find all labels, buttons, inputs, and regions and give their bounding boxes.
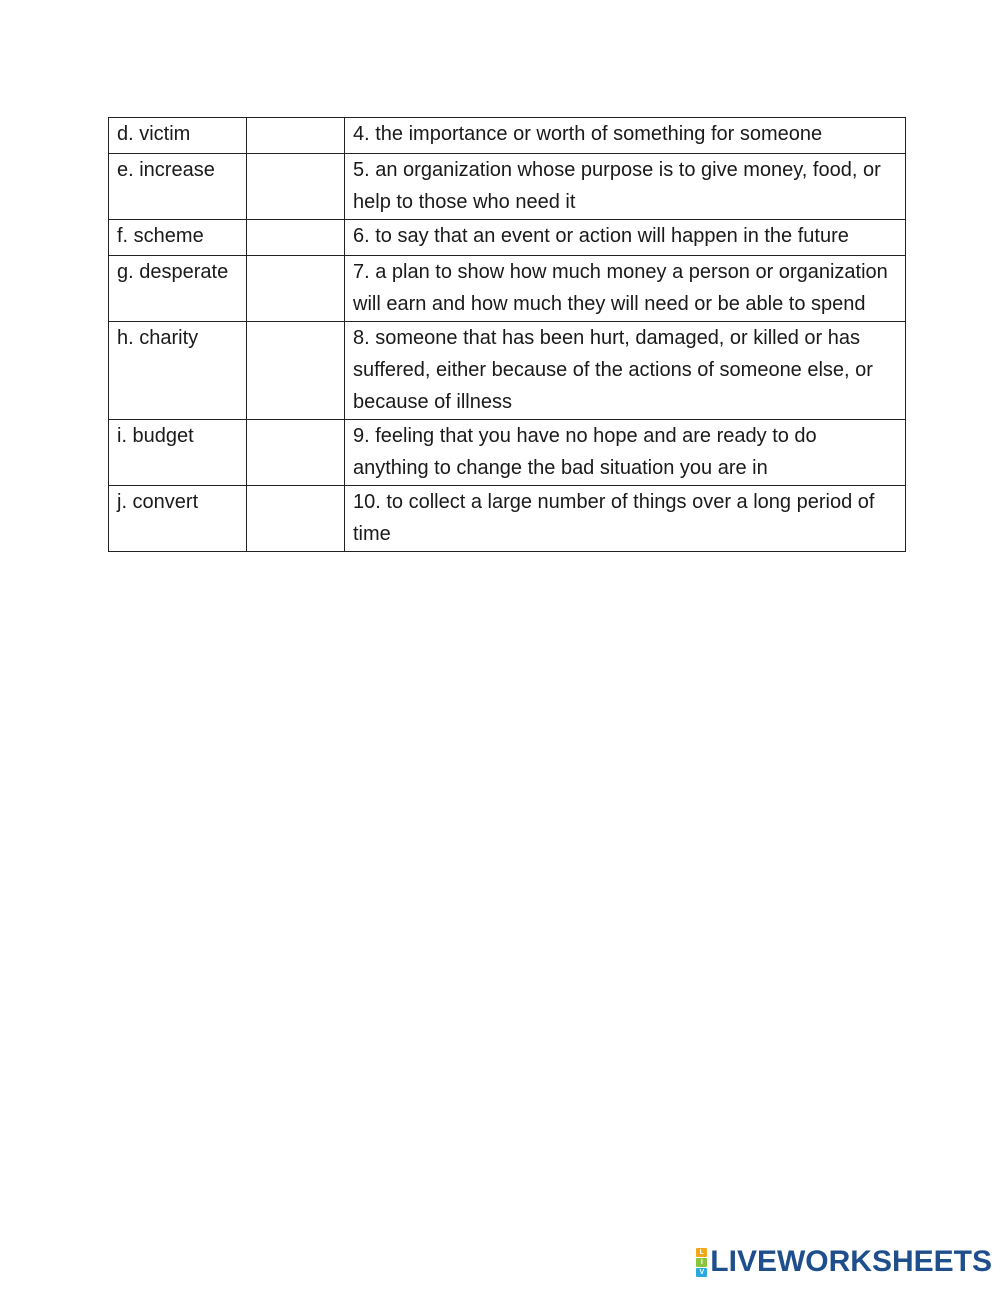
- liveworksheets-brand: [696, 1247, 992, 1277]
- answer-input[interactable]: [255, 420, 340, 454]
- word-cell: j. convert: [109, 486, 247, 552]
- vocabulary-matching-table: [108, 117, 906, 552]
- brand-name: LIVEWORKSHEETS: [710, 1245, 992, 1278]
- word-cell: g. desperate: [109, 256, 247, 322]
- logo-letter-v: V: [696, 1268, 707, 1277]
- answer-cell[interactable]: [247, 322, 345, 420]
- definition-cell: 9. feeling that you have no hope and are ready to do anything to change the bad situation you are in: [345, 420, 906, 486]
- logo-letter-i: I: [696, 1258, 707, 1267]
- table-row: [109, 486, 906, 552]
- table-row: [109, 420, 906, 486]
- word-cell: h. charity: [109, 322, 247, 420]
- table-row: [109, 118, 906, 154]
- answer-input[interactable]: [255, 220, 340, 254]
- definition-cell: 10. to collect a large number of things over a long period of time: [345, 486, 906, 552]
- logo-letter-l: L: [696, 1248, 707, 1257]
- answer-input[interactable]: [255, 154, 340, 188]
- word-cell: f. scheme: [109, 220, 247, 256]
- answer-input[interactable]: [255, 322, 340, 356]
- definition-cell: 5. an organization whose purpose is to give money, food, or help to those who need it: [345, 154, 906, 220]
- word-cell: e. increase: [109, 154, 247, 220]
- answer-cell[interactable]: [247, 220, 345, 256]
- table-row: [109, 322, 906, 420]
- answer-cell[interactable]: [247, 118, 345, 154]
- answer-input[interactable]: [255, 256, 340, 290]
- answer-cell[interactable]: [247, 420, 345, 486]
- table-row: [109, 220, 906, 256]
- answer-cell[interactable]: [247, 154, 345, 220]
- definition-cell: 8. someone that has been hurt, damaged, or killed or has suffered, either because of the actions of someone else, or because of illness: [345, 322, 906, 420]
- word-cell: i. budget: [109, 420, 247, 486]
- definition-cell: 6. to say that an event or action will happen in the future: [345, 220, 906, 256]
- definition-cell: 7. a plan to show how much money a person or organization will earn and how much they will need or be able to spend: [345, 256, 906, 322]
- answer-input[interactable]: [255, 486, 340, 520]
- word-cell: d. victim: [109, 118, 247, 154]
- liveworksheets-logo-icon: [696, 1248, 707, 1277]
- answer-input[interactable]: [255, 118, 340, 152]
- table-row: [109, 256, 906, 322]
- answer-cell[interactable]: [247, 256, 345, 322]
- definition-cell: 4. the importance or worth of something for someone: [345, 118, 906, 154]
- table-row: [109, 154, 906, 220]
- answer-cell[interactable]: [247, 486, 345, 552]
